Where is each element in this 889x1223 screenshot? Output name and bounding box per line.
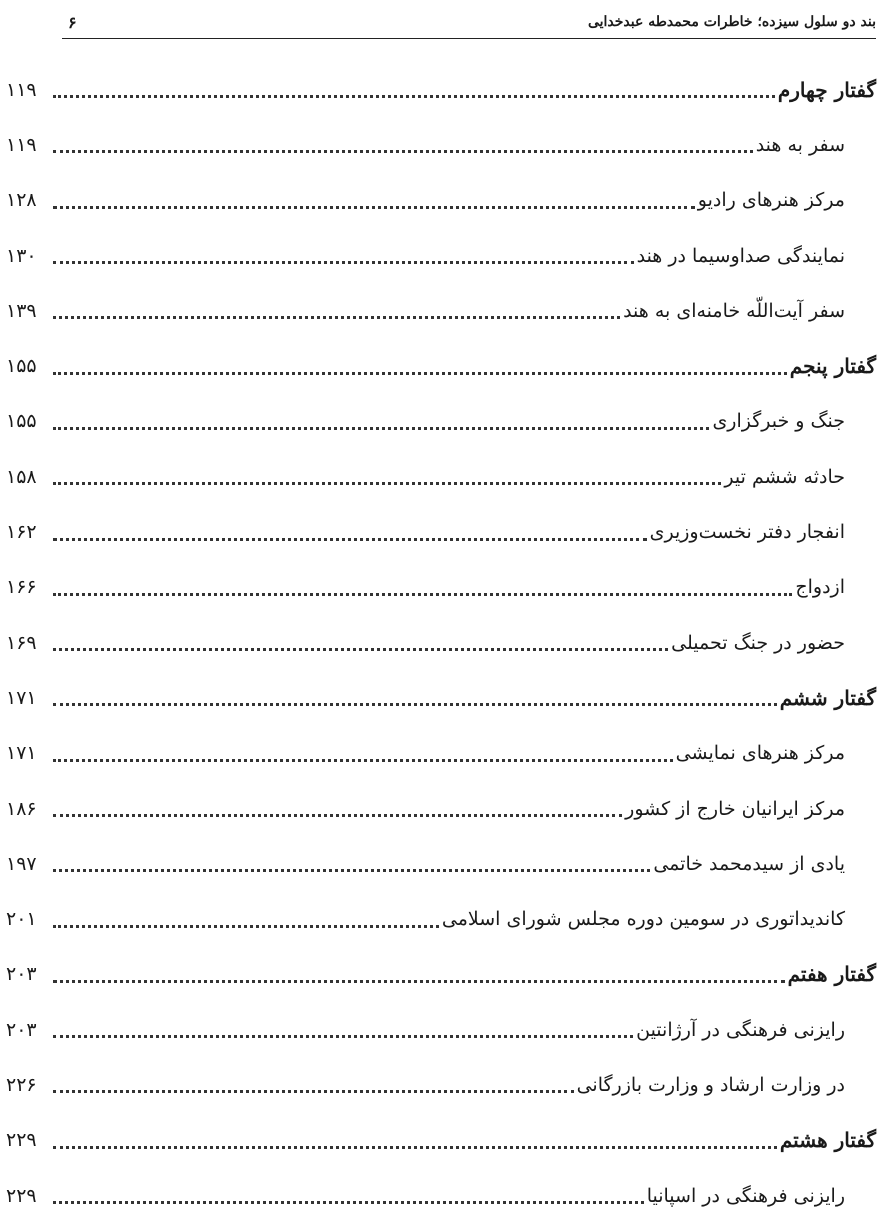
- toc-entry-label: مرکز هنرهای نمایشی: [675, 742, 845, 765]
- toc-section-entry: [6, 117, 876, 172]
- dot-leader: [53, 482, 721, 485]
- toc-section-entry: [6, 836, 876, 891]
- toc-section-entry: [6, 891, 876, 946]
- toc-entry-page-number: ۲۲۹: [6, 1184, 37, 1207]
- toc-chapter-entry: [6, 947, 876, 1002]
- dot-leader: [53, 980, 785, 983]
- toc-entry-label: یادی از سیدمحمد خاتمی: [653, 852, 845, 875]
- toc-entry-page-number: ۱۶۲: [6, 521, 37, 544]
- toc-section-entry: [6, 781, 876, 836]
- toc-section-entry: [6, 504, 876, 559]
- dot-leader: [53, 95, 775, 98]
- toc-entry-page-number: ۱۱۹: [6, 78, 37, 101]
- toc-entry-label: گفتار هفتم: [787, 962, 876, 987]
- toc-chapter-entry: [6, 338, 876, 393]
- toc-entry-page-number: ۱۸۶: [6, 797, 37, 820]
- toc-entry-label: مرکز هنرهای رادیو: [697, 189, 845, 212]
- toc-entry-page-number: ۲۰۳: [6, 1018, 37, 1041]
- toc-entry-label: در وزارت ارشاد و وزارت بازرگانی: [576, 1073, 845, 1096]
- dot-leader: [53, 538, 647, 541]
- dot-leader: [53, 150, 753, 153]
- toc-entry-label: حضور در جنگ تحمیلی: [671, 631, 845, 654]
- dot-leader: [53, 316, 620, 319]
- toc-entry-label: سفر آیت‌اللّه خامنه‌ای به هند: [623, 299, 845, 322]
- toc-chapter-entry: [6, 670, 876, 725]
- toc-entry-page-number: ۲۲۹: [6, 1129, 37, 1152]
- toc-entry-label: رایزنی فرهنگی در آرژانتین: [636, 1018, 845, 1041]
- running-header: [62, 6, 876, 39]
- toc-entry-page-number: ۱۵۵: [6, 355, 37, 378]
- dot-leader: [53, 1035, 633, 1038]
- toc-entry-label: گفتار ششم: [779, 685, 876, 710]
- toc-section-entry: [6, 173, 876, 228]
- toc-entry-label: حادثه ششم تیر: [724, 465, 845, 488]
- toc-chapter-entry: [6, 1113, 876, 1168]
- dot-leader: [53, 925, 439, 928]
- toc-entry-page-number: ۱۵۸: [6, 465, 37, 488]
- toc-section-entry: [6, 615, 876, 670]
- toc-section-entry: [6, 449, 876, 504]
- running-title: بند دو سلول سیزده؛ خاطرات محمدطه عبدخدایی: [587, 14, 876, 30]
- toc-entry-label: گفتار هشتم: [779, 1128, 876, 1153]
- toc-entry-label: کاندیداتوری در سومین دوره مجلس شورای اسلامی: [441, 908, 845, 931]
- page-number: ۶: [68, 12, 77, 32]
- dot-leader: [53, 1201, 644, 1204]
- toc-entry-label: ازدواج: [795, 576, 845, 599]
- dot-leader: [53, 703, 777, 706]
- dot-leader: [53, 869, 650, 872]
- toc-section-entry: [6, 560, 876, 615]
- toc-entry-label: جنگ و خبرگزاری: [712, 410, 845, 433]
- toc-entry-page-number: ۱۷۱: [6, 742, 37, 765]
- toc-entry-page-number: ۲۲۶: [6, 1073, 37, 1096]
- toc-entry-label: سفر به هند: [755, 133, 845, 156]
- toc-section-entry: [6, 1168, 876, 1223]
- toc-entry-page-number: ۱۶۹: [6, 631, 37, 654]
- toc-section-entry: [6, 283, 876, 338]
- toc-entry-label: انفجار دفتر نخست‌وزیری: [649, 521, 845, 544]
- toc-entry-page-number: ۲۰۱: [6, 908, 37, 931]
- toc-entry-page-number: ۲۰۳: [6, 963, 37, 986]
- toc-entry-page-number: ۱۷۱: [6, 686, 37, 709]
- toc-entry-label: رایزنی فرهنگی در اسپانیا: [646, 1184, 845, 1207]
- toc-section-entry: [6, 394, 876, 449]
- dot-leader: [53, 261, 634, 264]
- toc-section-entry: [6, 1002, 876, 1057]
- toc-section-entry: [6, 1057, 876, 1112]
- table-of-contents: [6, 62, 876, 1223]
- toc-entry-label: مرکز ایرانیان خارج از کشور: [625, 797, 845, 820]
- toc-section-entry: [6, 228, 876, 283]
- dot-leader: [53, 593, 792, 596]
- toc-entry-page-number: ۱۹۷: [6, 852, 37, 875]
- dot-leader: [53, 427, 709, 430]
- toc-entry-page-number: ۱۵۵: [6, 410, 37, 433]
- toc-entry-label: گفتار چهارم: [777, 77, 876, 102]
- toc-entry-page-number: ۱۳۹: [6, 299, 37, 322]
- toc-chapter-entry: [6, 62, 876, 117]
- dot-leader: [53, 206, 695, 209]
- toc-entry-page-number: ۱۶۶: [6, 576, 37, 599]
- dot-leader: [53, 372, 787, 375]
- dot-leader: [53, 1090, 574, 1093]
- toc-section-entry: [6, 726, 876, 781]
- toc-entry-label: گفتار پنجم: [789, 354, 876, 379]
- toc-entry-label: نمایندگی صداوسیما در هند: [636, 244, 845, 267]
- toc-entry-page-number: ۱۲۸: [6, 189, 37, 212]
- dot-leader: [53, 648, 668, 651]
- dot-leader: [53, 759, 673, 762]
- dot-leader: [53, 1146, 777, 1149]
- dot-leader: [53, 814, 622, 817]
- toc-entry-page-number: ۱۳۰: [6, 244, 37, 267]
- toc-entry-page-number: ۱۱۹: [6, 133, 37, 156]
